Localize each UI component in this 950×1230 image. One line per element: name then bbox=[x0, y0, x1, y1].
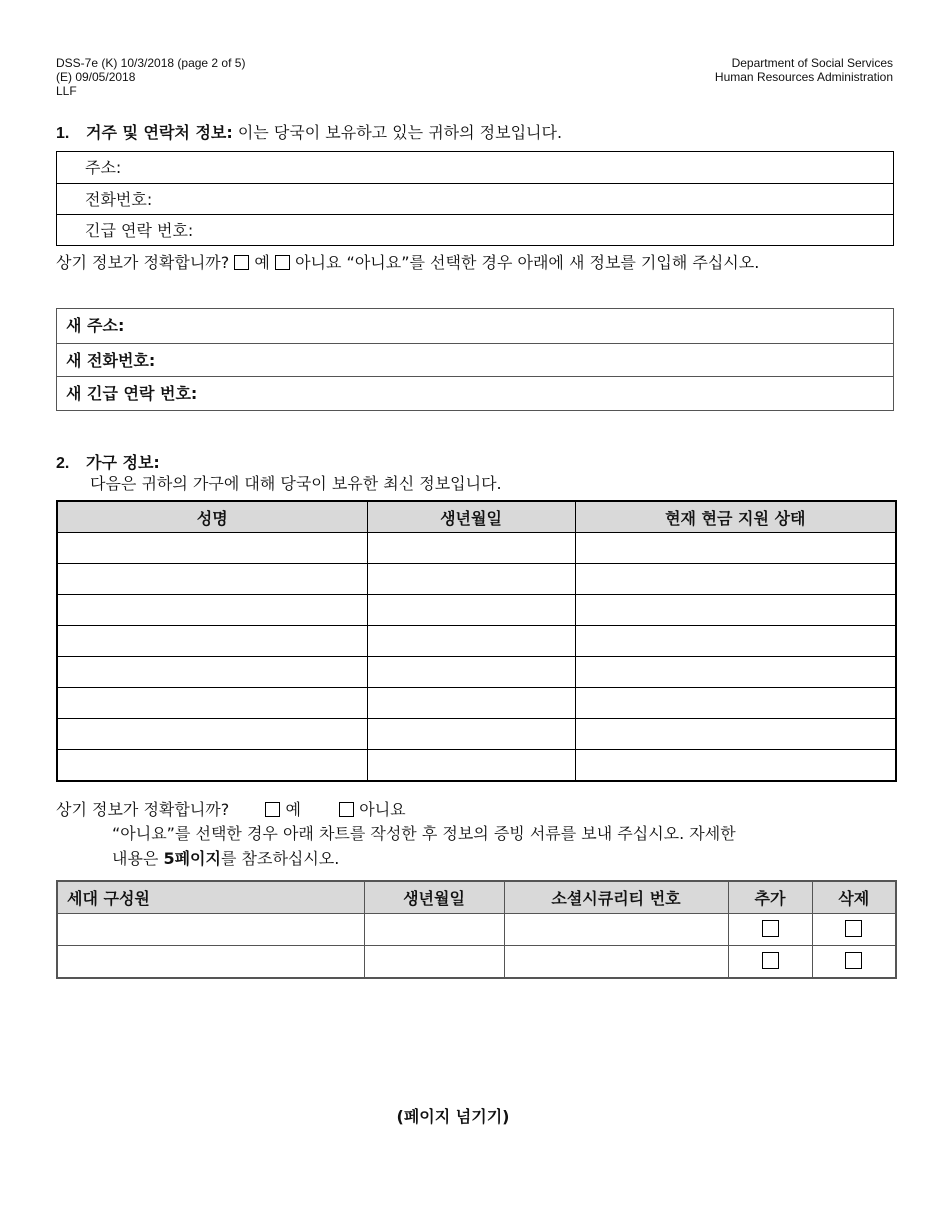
header-cash-status: 현재 현금 지원 상태 bbox=[575, 501, 896, 533]
name-cell bbox=[57, 564, 367, 595]
new-phone-field[interactable]: 새 전화번호: bbox=[57, 343, 893, 377]
delete-checkbox[interactable] bbox=[845, 920, 862, 937]
name-cell bbox=[57, 750, 367, 782]
phone-row: 전화번호: bbox=[57, 183, 893, 214]
emergency-contact-row: 긴급 연락 번호: bbox=[57, 214, 893, 245]
delete-checkbox[interactable] bbox=[845, 952, 862, 969]
section1-no-checkbox[interactable] bbox=[275, 255, 290, 270]
member-input[interactable] bbox=[57, 946, 364, 979]
header-add: 추가 bbox=[728, 881, 812, 914]
section1-question-line bbox=[56, 250, 759, 273]
birthdate-input[interactable] bbox=[364, 914, 504, 946]
name-cell bbox=[57, 533, 367, 564]
delete-cell bbox=[812, 914, 896, 946]
add-cell bbox=[728, 946, 812, 979]
table-row bbox=[57, 626, 896, 657]
status-cell bbox=[575, 750, 896, 782]
section2-no-label: 아니요 bbox=[359, 800, 406, 819]
name-cell bbox=[57, 657, 367, 688]
section2-title bbox=[56, 450, 160, 473]
table-row bbox=[57, 533, 896, 564]
header-ssn: 소셜시큐리티 번호 bbox=[504, 881, 728, 914]
section1-yes-checkbox[interactable] bbox=[234, 255, 249, 270]
section1-title-bold: 거주 및 연락처 정보: bbox=[86, 123, 233, 142]
status-cell bbox=[575, 595, 896, 626]
instruction-text: 내용은 bbox=[112, 849, 164, 868]
address-row: 주소: bbox=[85, 158, 122, 177]
birthdate-cell bbox=[367, 657, 575, 688]
section2-yes-checkbox[interactable] bbox=[265, 802, 280, 817]
form-header-left bbox=[56, 56, 245, 98]
status-cell bbox=[575, 626, 896, 657]
form-header-right bbox=[715, 56, 893, 84]
section2-subtitle: 다음은 귀하의 가구에 대해 당국이 보유한 최신 정보입니다. bbox=[90, 474, 502, 493]
table-row bbox=[57, 914, 896, 946]
section1-title-rest: 이는 당국이 보유하고 있는 귀하의 정보입니다. bbox=[232, 123, 563, 142]
header-delete: 삭제 bbox=[812, 881, 896, 914]
section1-yes-label: 예 bbox=[254, 253, 270, 272]
section2-question-line bbox=[56, 797, 406, 820]
household-change-table bbox=[56, 880, 897, 979]
name-cell bbox=[57, 626, 367, 657]
ssn-input[interactable] bbox=[504, 946, 728, 979]
header-name: 성명 bbox=[57, 501, 367, 533]
form-edition: (E) 09/05/2018 bbox=[56, 70, 136, 84]
ssn-input[interactable] bbox=[504, 914, 728, 946]
name-cell bbox=[57, 688, 367, 719]
household-table bbox=[56, 500, 897, 782]
header-member: 세대 구성원 bbox=[57, 881, 364, 914]
status-cell bbox=[575, 657, 896, 688]
table-row bbox=[57, 719, 896, 750]
section1-question: 상기 정보가 정확합니까? bbox=[56, 253, 230, 272]
section2-yes-label: 예 bbox=[285, 800, 301, 819]
header-birthdate: 생년월일 bbox=[367, 501, 575, 533]
change-table-header bbox=[57, 881, 896, 914]
name-cell bbox=[57, 719, 367, 750]
name-cell bbox=[57, 595, 367, 626]
table-row bbox=[57, 688, 896, 719]
birthdate-cell bbox=[367, 595, 575, 626]
add-checkbox[interactable] bbox=[762, 952, 779, 969]
add-checkbox[interactable] bbox=[762, 920, 779, 937]
table-row bbox=[57, 657, 896, 688]
birthdate-cell bbox=[367, 688, 575, 719]
status-cell bbox=[575, 533, 896, 564]
status-cell bbox=[575, 688, 896, 719]
member-input[interactable] bbox=[57, 914, 364, 946]
section1-no-label: 아니요 bbox=[295, 253, 342, 272]
page-reference: 5페이지 bbox=[163, 849, 221, 868]
section2-instruction-line2 bbox=[112, 846, 339, 869]
current-contact-box bbox=[56, 151, 894, 246]
header-birthdate: 생년월일 bbox=[364, 881, 504, 914]
add-cell bbox=[728, 914, 812, 946]
section2-question: 상기 정보가 정확합니까? bbox=[56, 800, 230, 819]
instruction-text-end: 를 참조하십시오. bbox=[220, 849, 340, 868]
department-name: Department of Social Services bbox=[731, 56, 893, 70]
birthdate-cell bbox=[367, 533, 575, 564]
section2-number: 2. bbox=[56, 455, 70, 472]
birthdate-cell bbox=[367, 719, 575, 750]
section2-no-checkbox[interactable] bbox=[339, 802, 354, 817]
birthdate-cell bbox=[367, 564, 575, 595]
household-table-header bbox=[57, 501, 896, 533]
delete-cell bbox=[812, 946, 896, 979]
birthdate-cell bbox=[367, 750, 575, 782]
section1-instruction: “아니요”를 선택한 경우 아래에 새 정보를 기입해 주십시오. bbox=[346, 253, 760, 272]
section1-number: 1. bbox=[56, 125, 70, 142]
status-cell bbox=[575, 564, 896, 595]
administration-name: Human Resources Administration bbox=[714, 70, 893, 84]
form-id: DSS-7e (K) 10/3/2018 (page 2 of 5) bbox=[56, 56, 246, 70]
new-contact-box bbox=[56, 308, 894, 411]
form-code: LLF bbox=[56, 84, 77, 98]
birthdate-cell bbox=[367, 626, 575, 657]
table-row bbox=[57, 750, 896, 782]
table-row bbox=[57, 946, 896, 979]
section2-instruction-line1: “아니요”를 선택한 경우 아래 차트를 작성한 후 정보의 증빙 서류를 보내 주십시오. 자세한 bbox=[112, 824, 736, 843]
status-cell bbox=[575, 719, 896, 750]
section2-title-text: 가구 정보: bbox=[86, 453, 160, 472]
section1-title bbox=[56, 120, 562, 143]
turn-page-note: (페이지 넘기기) bbox=[396, 1107, 510, 1126]
new-emergency-contact-field[interactable]: 새 긴급 연락 번호: bbox=[57, 376, 893, 410]
birthdate-input[interactable] bbox=[364, 946, 504, 979]
table-row bbox=[57, 564, 896, 595]
table-row bbox=[57, 595, 896, 626]
new-address-field[interactable]: 새 주소: bbox=[66, 316, 125, 335]
